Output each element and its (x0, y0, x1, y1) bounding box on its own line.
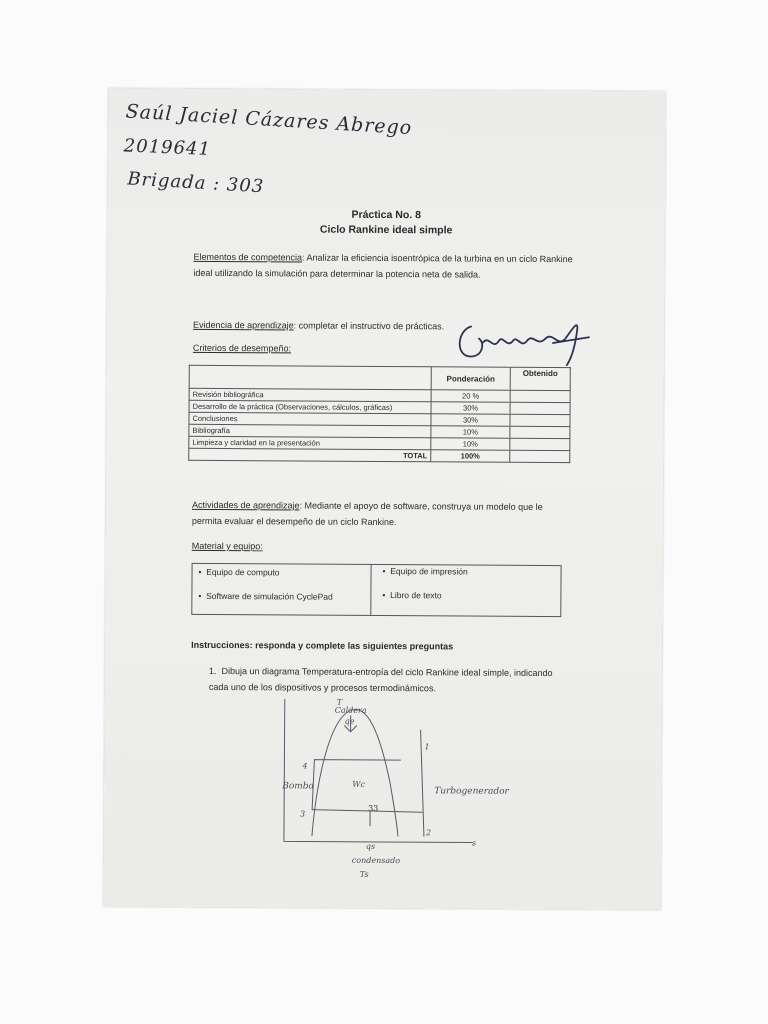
total-obtenido-cell (510, 450, 570, 462)
diagram-label-qe: qe (344, 716, 355, 726)
ponderacion-cell: 30% (431, 402, 510, 414)
question-number: 1. (208, 665, 217, 676)
competencia-text: : Analizar la eficiencia isoentrópica de la turbina en un ciclo Rankine ideal utilizando la simulación para determinar la potencia neta de salida. (193, 252, 573, 280)
evidencia-text: : completar el instructivo de prácticas. (293, 320, 445, 332)
diagram-label-ts: Ts (359, 869, 369, 879)
material-box (191, 563, 561, 617)
obtenido-cell (510, 426, 570, 438)
competencia-label: Elementos de competencia (193, 251, 303, 263)
instructions-heading: Instrucciones: responda y complete las siguientes preguntas (191, 639, 454, 652)
table-header-obtenido: Obtenido (510, 367, 570, 390)
table-total-row (189, 448, 570, 462)
table-header-ponderacion: Ponderación (431, 367, 510, 390)
diagram-label-condensador: condensado (351, 855, 401, 866)
table-header-blank (189, 365, 431, 389)
diagram-label-bomba: Bomba (282, 781, 314, 792)
evidencia-label: Evidencia de aprendizaje (193, 319, 294, 331)
saturation-dome (312, 709, 399, 836)
scanned-page (104, 88, 666, 909)
ponderacion-cell: 10% (431, 426, 510, 438)
material-label: Material y equipo: (191, 540, 263, 552)
diagram-label-turbina: Turbogenerador (434, 786, 509, 797)
actividades-paragraph (192, 497, 572, 531)
handwritten-brigade: Brigada : 303 (126, 168, 265, 198)
diagram-label-wc: Wc (352, 779, 365, 789)
diagram-label-point1: 1 (424, 742, 430, 752)
handwritten-name: Saúl Jaciel Cázares Abrego (125, 100, 413, 140)
criterio-cell: Revisión bibliográfica (189, 388, 431, 401)
diagram-label-qs: qs (365, 841, 376, 851)
competencia-paragraph (193, 249, 573, 283)
total-label: TOTAL (189, 448, 431, 461)
signature-mark (453, 312, 603, 373)
diagram-label-point3: 3 (300, 809, 306, 819)
table-header-row (189, 365, 570, 390)
material-item: • Equipo de impresión (382, 565, 468, 577)
ponderacion-cell: 20 % (431, 390, 510, 402)
criterio-cell: Bibliografía (189, 424, 431, 437)
handwritten-student-id: 2019641 (123, 135, 212, 160)
diagram-axes (284, 699, 473, 842)
question-text: Dibuja un diagrama Temperatura-entropía del ciclo Rankine ideal simple, indicando cada uno de los dispositivos y procesos termodinámicos. (208, 666, 553, 694)
practice-title: Práctica No. 8 (351, 208, 421, 222)
actividades-text: : Mediante el apoyo de software, construya un modelo que le permita evaluar el desempeño de un ciclo Rankine. (191, 500, 543, 528)
material-item: • Libro de texto (382, 589, 442, 601)
ponderacion-cell: 10% (431, 438, 510, 450)
material-item: • Equipo de computo (198, 566, 280, 578)
criterios-label: Criterios de desempeño: (192, 342, 292, 354)
material-divider (370, 565, 371, 615)
obtenido-cell (510, 414, 570, 426)
obtenido-cell (510, 402, 570, 414)
criterio-cell: Desarrollo de la práctica (Observaciones, cálculos, gráficas) (189, 400, 431, 413)
diagram-label-33: 33 (368, 803, 379, 813)
diagram-label-point4: 4 (302, 761, 308, 771)
obtenido-cell (510, 390, 570, 402)
diagram-label-caldera: Caldera (334, 705, 367, 715)
criterio-cell: Limpieza y claridad en la presentación (189, 436, 431, 449)
criteria-table (188, 365, 571, 463)
ponderacion-cell: 30% (431, 414, 510, 426)
material-item: • Software de simulación CyclePad (198, 590, 333, 602)
diagram-label-t: T (336, 697, 343, 707)
diagram-label-s: s (471, 838, 477, 848)
criterio-cell: Conclusiones (189, 412, 431, 425)
total-value: 100% (431, 450, 510, 462)
diagram-label-point2: 2 (425, 828, 432, 838)
obtenido-cell (510, 438, 570, 450)
practice-subtitle: Ciclo Rankine ideal simple (319, 223, 453, 237)
actividades-label: Actividades de aprendizaje (191, 499, 300, 511)
